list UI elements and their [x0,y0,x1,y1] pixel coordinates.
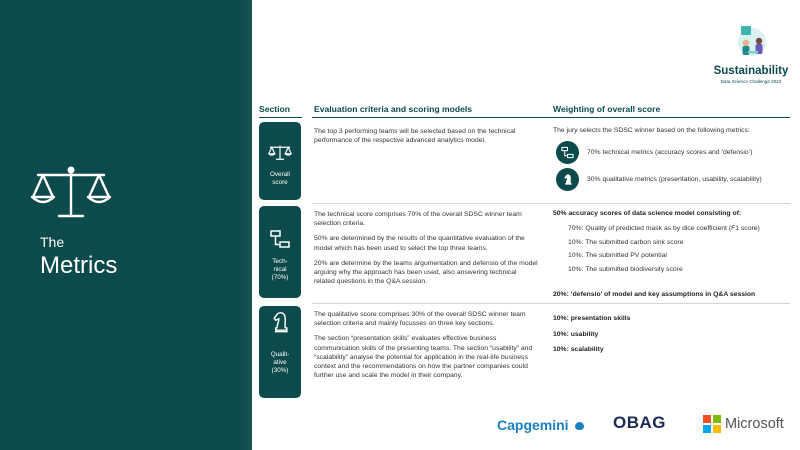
criteria-overall [314,127,539,151]
section-label-line: (70%) [271,274,289,282]
weighting-qualitative-list [553,311,788,358]
section-card-qualitative [259,306,301,398]
criteria-technical [314,210,539,293]
brand-logo [713,18,789,98]
criteria-paragraph: 50% are determined by the results of the quantitative evaluation of the model which has been used to select the top three teams. [314,235,525,252]
header-section: Section [259,104,291,114]
microsoft-logo-text: Microsoft [725,416,784,432]
chess-knight-icon [556,168,579,191]
brand-name: Sustainability [713,65,789,77]
weighting-overall [553,127,788,134]
header-criteria: Evaluation criteria and scoring models [314,104,473,114]
obag-logo-text: OBAG [613,413,666,432]
flowchart-icon [269,228,291,250]
obag-logo [613,413,666,433]
section-card-overall [259,122,301,200]
criteria-paragraph: The technical score comprises 70% of the overall SDSC winner team selection criteria. [314,211,522,228]
section-label [272,258,289,283]
panel-edge-shade [238,0,252,450]
list-item: 10%: usability [553,330,599,338]
list-item: 10%: The submitted biodiversity score [568,265,683,273]
section-label-line: score [272,179,288,187]
weighting-heading: 50% accuracy scores of data science model consisting of: [553,210,742,217]
microsoft-grid-icon [703,415,721,433]
section-label-line: Qualit- [270,351,290,358]
section-label [271,351,290,376]
weighting-item: 70% technical metrics (accuracy scores and ‘defensio’) [587,149,753,156]
list-item: 10%: The submitted PV potential [568,252,667,260]
section-label-line: (30%) [271,367,289,375]
weighting-intro: The jury selects the SDSC winner based on the following metrics: [553,127,750,134]
capgemini-logo-text: Capgemini [497,417,569,433]
row-divider [312,303,790,304]
list-item: 70%: Quality of predicted mask as by dice coefficient (F1 score) [568,225,760,232]
list-item: 10%: The submitted carbon sink score [568,238,684,246]
spade-icon [575,422,584,430]
criteria-paragraph: The section “presentation skills” evaluates effective business communication skills of the presenting teams. The section “usability” and “scalability” analyse the potential for application in the real-life business context and the recommendations on how the partner companies could further use and scale the model in their company. [314,335,533,380]
section-label-line: Tech- [272,258,288,265]
criteria-paragraph: The qualitative score comprises 30% of the overall SDSC winner team selection criteria and mainly focusses on three key sections. [314,311,526,328]
chess-knight-icon [271,310,290,333]
row-divider [312,203,790,204]
brand-subtitle: Data Science Challenge 2023 [720,79,782,84]
weighting-sub-list [568,222,788,276]
section-label-line: nical [273,266,287,274]
weighting-footer: 20%: ‘defensio’ of model and key assumptions in Q&A session [553,291,756,298]
section-label-line: ative [273,359,287,367]
capgemini-logo [497,417,584,435]
people-illustration-icon [732,18,772,60]
balance-scale-icon [268,144,292,161]
header-underline [312,117,790,118]
title-small: The [40,234,65,250]
list-item: 10%: scalability [553,346,604,354]
criteria-paragraph: The top 3 performing teams will be selected based on the technical performance of the respective advanced analytics model. [314,128,516,145]
left-panel [0,0,252,450]
criteria-qualitative [314,310,539,387]
criteria-paragraph: 20% are determine by the teams argumentation and defensio of the model arguing why the approach has been used, also answering technical related questions in the Q&A session. [314,259,538,286]
section-label [270,171,290,187]
section-card-technical [259,206,301,298]
section-label-line: Overall [270,171,290,178]
microsoft-logo [703,415,784,433]
header-underline [259,117,302,118]
weighting-item: 30% qualitative metrics (presentation, usability, scalability) [587,176,762,183]
header-weighting: Weighting of overall score [553,104,661,114]
list-item: 10%: presentation skills [553,315,631,322]
page-title: Metrics [40,252,118,279]
balance-scale-icon [30,165,112,221]
flowchart-icon [556,141,579,164]
